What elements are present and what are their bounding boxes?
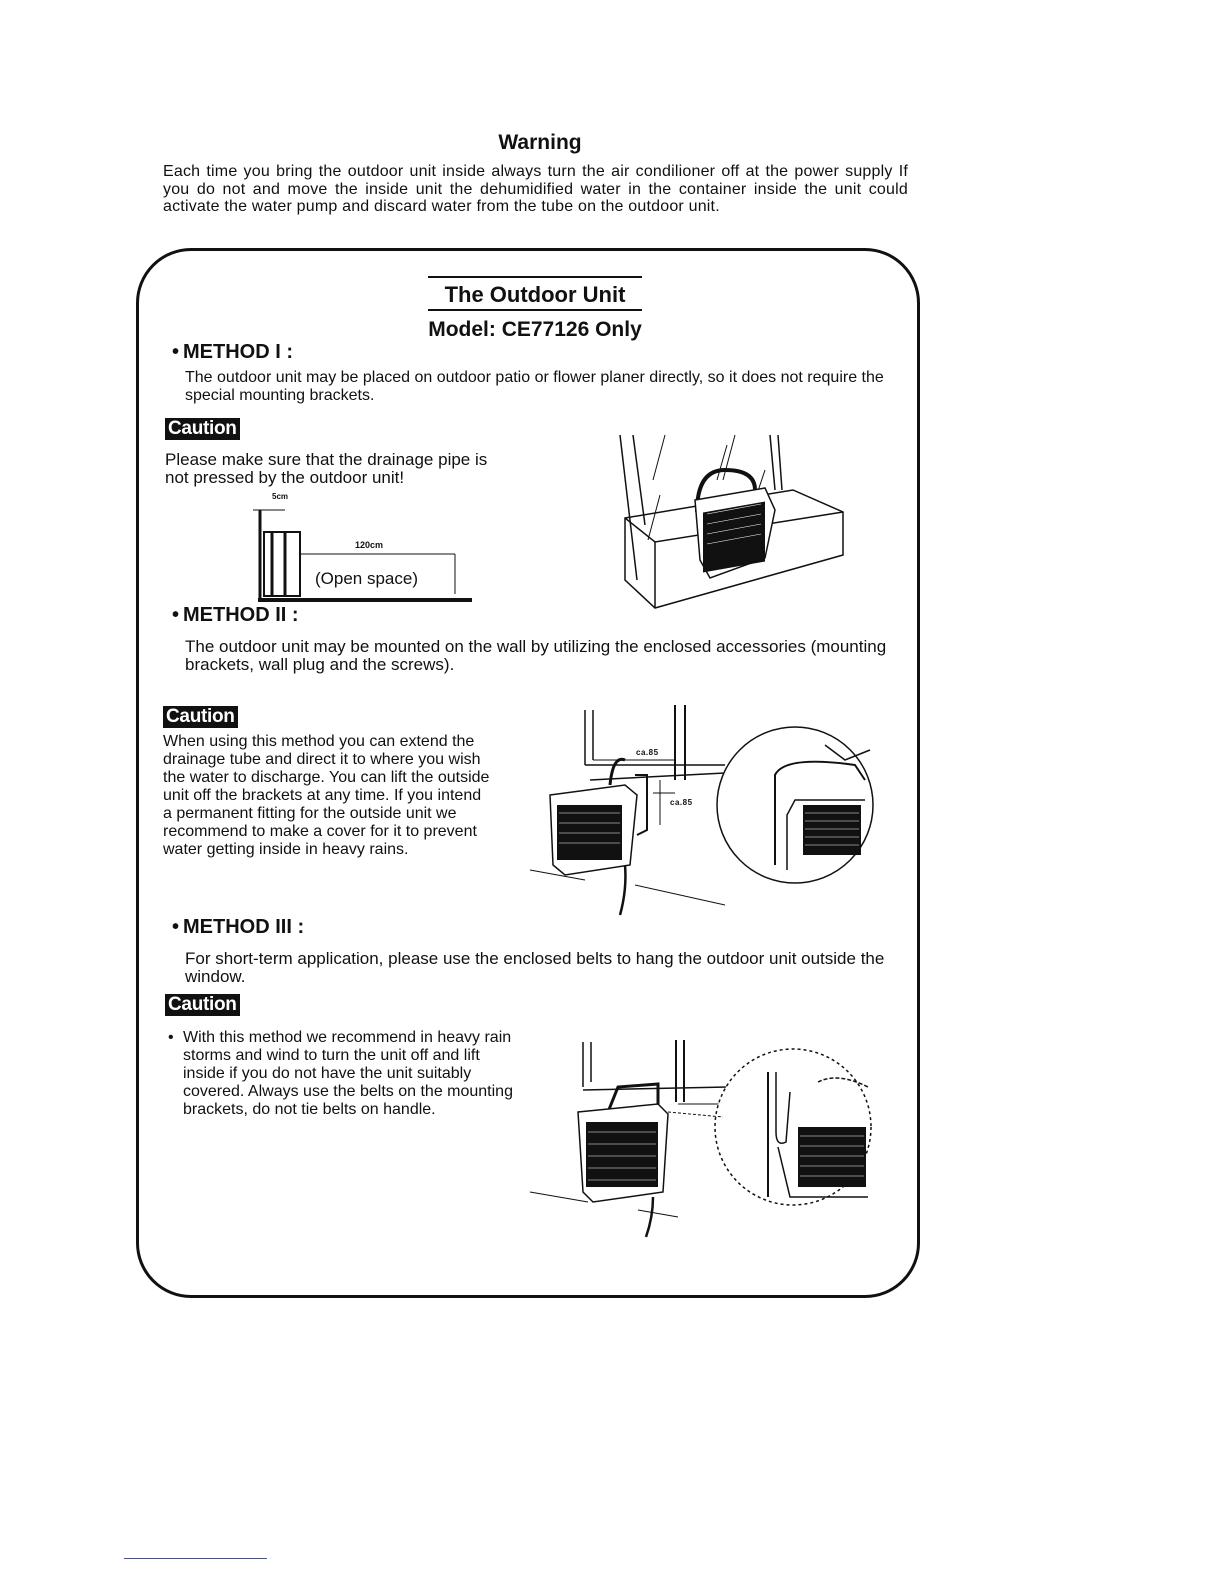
dimension-label-top: ca.85 — [636, 748, 659, 757]
method-3-text: For short-term application, please use the enclosed belts to hang the outdoor unit outside the window. — [185, 949, 885, 986]
method-1-text: The outdoor unit may be placed on outdoor patio or flower planer directly, so it does not require the special mounting brackets. — [185, 369, 884, 404]
belt-hanging-illustration — [528, 1032, 878, 1242]
warning-title: Warning — [498, 131, 582, 154]
method-3-heading — [172, 916, 304, 939]
bullet-icon: • — [172, 916, 180, 938]
method-1-heading — [172, 341, 293, 364]
distance-label: 120cm — [355, 540, 384, 550]
panel-title: The Outdoor Unit — [428, 276, 642, 311]
gap-label: 5cm — [272, 492, 289, 501]
method-2-heading — [172, 604, 299, 627]
method-1-label: METHOD I : — [183, 341, 294, 363]
wall-bracket-illustration — [525, 705, 875, 920]
outdoor-unit-illustration — [615, 430, 850, 610]
warning-text: Each time you bring the outdoor unit inside always turn the air condilioner off at the power supply If you do not and move the inside unit the dehumidified water in the container inside the unit could activate the water pump and discard water from the tube on the outdoor unit. — [163, 163, 908, 215]
bullet-icon: • — [172, 341, 180, 363]
method-3-label: METHOD III : — [183, 916, 305, 938]
method-2-caution-text: When using this method you can extend the drainage tube and direct it to where you wish the water to discharge. You can lift the outside unit off the brackets at any time. If you intend a permanent fitting for the outside unit we recommend to make a cover for it to prevent water getting inside in heavy rains. — [163, 733, 490, 858]
dimension-label-side: ca.85 — [670, 798, 693, 807]
bullet-icon: • — [168, 1029, 174, 1046]
method-1-caution-text: Please make sure that the drainage pipe is not pressed by the outdoor unit! — [165, 450, 488, 487]
method-2-caution-badge: Caution — [163, 706, 238, 728]
bullet-icon: • — [172, 604, 180, 626]
open-space-label: (Open space) — [315, 569, 418, 588]
method-2-text: The outdoor unit may be mounted on the wall by utilizing the enclosed accessories (mounting brackets, wall plug and the screws). — [185, 637, 887, 674]
method-3-caution-text: With this method we recommend in heavy rain storms and wind to turn the unit off and lift inside if you do not have the unit suitably covered. Always use the belts on the mounting brackets, do not tie belts on handle. — [183, 1029, 513, 1118]
method-3-caution-badge: Caution — [165, 994, 240, 1016]
panel-subtitle: Model: CE77126 Only — [428, 318, 642, 341]
method-1-caution-badge: Caution — [165, 418, 240, 440]
method-2-label: METHOD II : — [183, 604, 299, 626]
footer-rule — [124, 1558, 267, 1559]
